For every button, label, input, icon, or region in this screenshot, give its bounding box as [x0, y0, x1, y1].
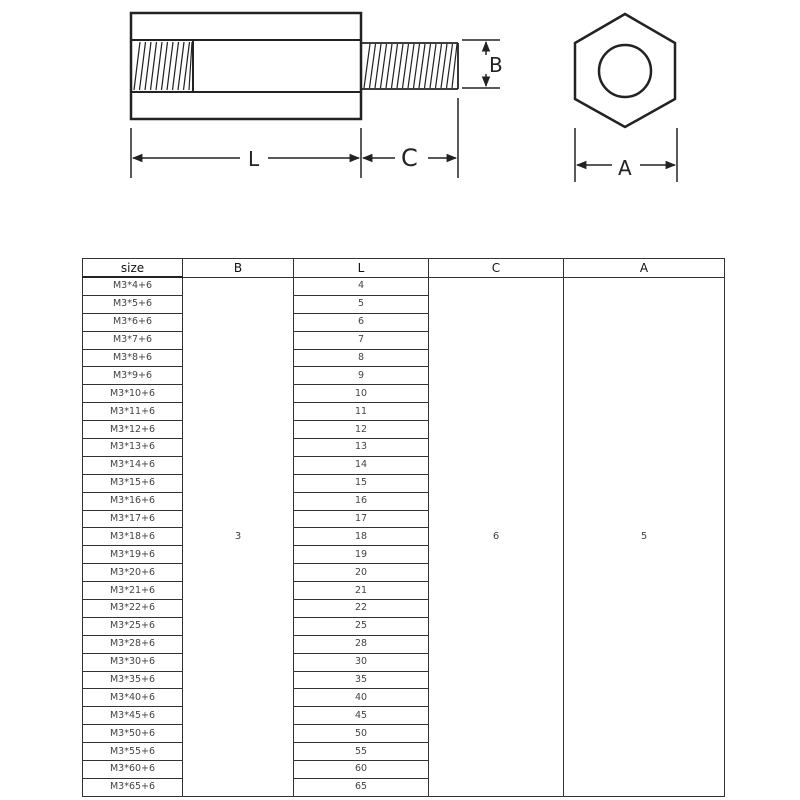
cell-size: M3*60+6 [83, 761, 183, 779]
dimension-l-c [131, 98, 458, 178]
cell-l: 10 [294, 385, 429, 403]
cell-size: M3*22+6 [83, 600, 183, 618]
cell-l: 60 [294, 761, 429, 779]
header-b: B [183, 259, 294, 278]
cell-l: 21 [294, 582, 429, 600]
cell-l: 13 [294, 439, 429, 457]
cell-size: M3*4+6 [83, 277, 183, 295]
cell-size: M3*10+6 [83, 385, 183, 403]
cell-size: M3*20+6 [83, 564, 183, 582]
cell-l: 35 [294, 671, 429, 689]
cell-size: M3*30+6 [83, 653, 183, 671]
cell-size: M3*21+6 [83, 582, 183, 600]
cell-l: 25 [294, 617, 429, 635]
cell-b-merged: 3 [183, 277, 294, 796]
side-view [131, 13, 458, 119]
dim-label-b: B [489, 53, 503, 77]
cell-size: M3*6+6 [83, 313, 183, 331]
cell-l: 55 [294, 743, 429, 761]
cell-l: 4 [294, 277, 429, 295]
bore-circle [599, 45, 651, 97]
cell-size: M3*14+6 [83, 456, 183, 474]
cell-size: M3*11+6 [83, 403, 183, 421]
cell-l: 19 [294, 546, 429, 564]
cell-l: 18 [294, 528, 429, 546]
end-view [575, 14, 675, 127]
cell-l: 7 [294, 331, 429, 349]
cell-size: M3*25+6 [83, 617, 183, 635]
cell-l: 14 [294, 456, 429, 474]
cell-size: M3*13+6 [83, 439, 183, 457]
header-a: A [564, 259, 725, 278]
cell-l: 15 [294, 474, 429, 492]
standoff-body [131, 13, 361, 119]
external-thread [361, 43, 458, 89]
cell-size: M3*28+6 [83, 635, 183, 653]
cell-size: M3*8+6 [83, 349, 183, 367]
cell-l: 12 [294, 421, 429, 439]
cell-size: M3*12+6 [83, 421, 183, 439]
cell-size: M3*16+6 [83, 492, 183, 510]
cell-l: 16 [294, 492, 429, 510]
cell-size: M3*19+6 [83, 546, 183, 564]
header-l: L [294, 259, 429, 278]
cell-size: M3*15+6 [83, 474, 183, 492]
dim-label-c: C [401, 144, 418, 172]
cell-size: M3*50+6 [83, 725, 183, 743]
internal-thread [134, 40, 193, 92]
table-header-row [83, 259, 725, 278]
cell-l: 20 [294, 564, 429, 582]
cell-c-merged: 6 [429, 277, 564, 796]
cell-l: 8 [294, 349, 429, 367]
dimension-b [462, 40, 503, 88]
dimension-a [575, 128, 677, 182]
cell-l: 6 [294, 313, 429, 331]
cell-l: 50 [294, 725, 429, 743]
cell-l: 17 [294, 510, 429, 528]
cell-size: M3*5+6 [83, 295, 183, 313]
cell-l: 28 [294, 635, 429, 653]
cell-size: M3*65+6 [83, 778, 183, 796]
cell-l: 40 [294, 689, 429, 707]
cell-l: 9 [294, 367, 429, 385]
standoff-drawing [0, 0, 800, 250]
dim-label-l: L [248, 147, 260, 171]
cell-size: M3*18+6 [83, 528, 183, 546]
header-c: C [429, 259, 564, 278]
cell-a-merged: 5 [564, 277, 725, 796]
cell-l: 65 [294, 778, 429, 796]
cell-l: 11 [294, 403, 429, 421]
cell-l: 45 [294, 707, 429, 725]
cell-l: 30 [294, 653, 429, 671]
cell-size: M3*7+6 [83, 331, 183, 349]
cell-size: M3*40+6 [83, 689, 183, 707]
table-row [83, 277, 725, 295]
cell-size: M3*17+6 [83, 510, 183, 528]
cell-size: M3*35+6 [83, 671, 183, 689]
cell-l: 5 [294, 295, 429, 313]
cell-size: M3*45+6 [83, 707, 183, 725]
spec-table [82, 258, 725, 797]
cell-size: M3*9+6 [83, 367, 183, 385]
cell-size: M3*55+6 [83, 743, 183, 761]
cell-l: 22 [294, 600, 429, 618]
header-size: size [83, 259, 183, 278]
hex-outline [575, 14, 675, 127]
dim-label-a: A [618, 156, 632, 180]
